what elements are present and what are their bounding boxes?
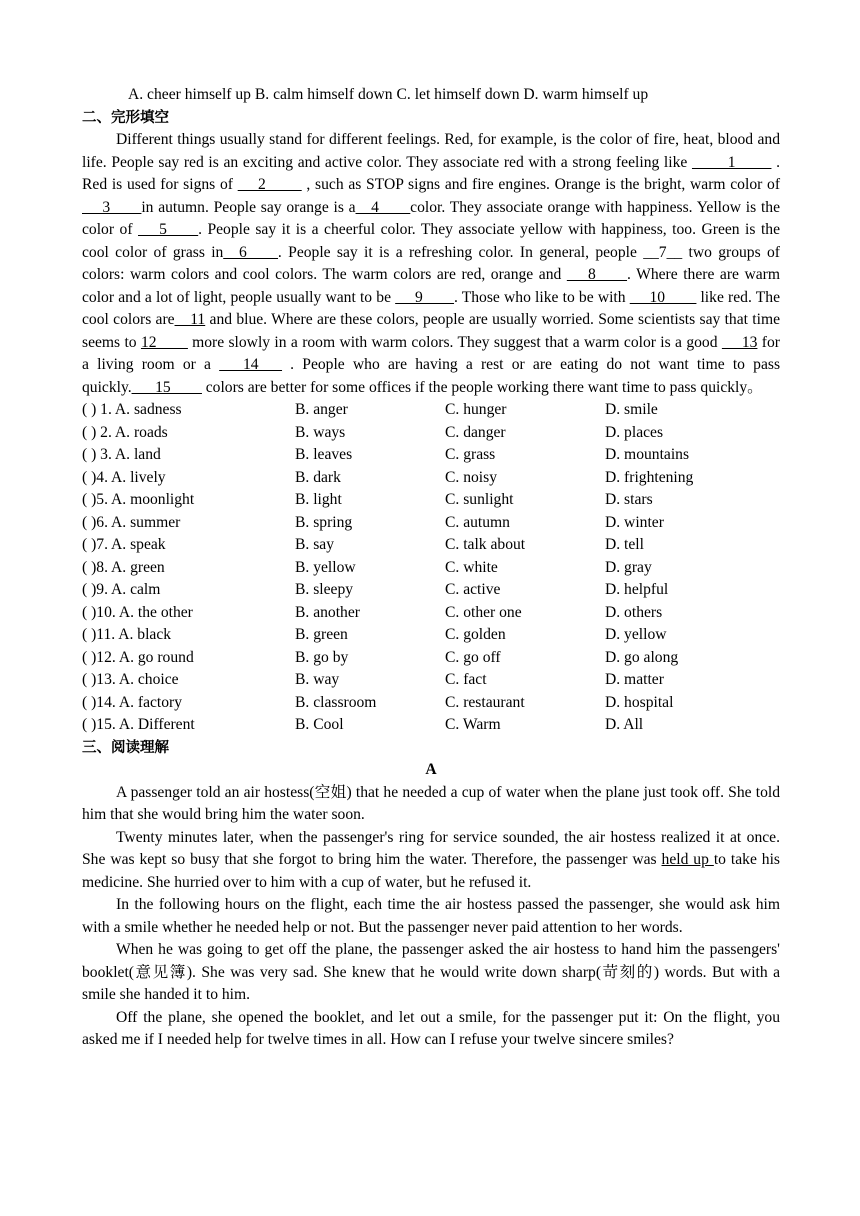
option-b: B. way [295, 671, 340, 688]
option-d: D. helpful [605, 581, 669, 598]
option-d: D. frightening [605, 468, 694, 486]
blank-10: __10____ [629, 288, 697, 306]
option-d: D. winter [605, 513, 664, 531]
option-c: C. restaurant [445, 693, 525, 711]
passage-label: A [425, 761, 437, 778]
passage-text: colors are better for some offices if the people working there want time to pass quickly。 [201, 378, 763, 396]
question-number-option-a: ( )12. A. go round [82, 648, 194, 666]
blank-14: __14___ [219, 356, 282, 373]
option-d: D. All [605, 716, 644, 733]
cloze-choices-table [82, 399, 780, 737]
blank-1: ____1____ [691, 153, 772, 171]
question-number-option-a: ( )5. A. moonlight [82, 491, 195, 508]
option-b: B. light [295, 491, 342, 508]
question-row [82, 444, 780, 467]
question-number-option-a: ( )4. A. lively [82, 468, 166, 486]
exam-page [82, 84, 780, 1052]
option-d: D. matter [605, 671, 664, 688]
question-row [82, 602, 780, 625]
option-b: B. Cool [295, 716, 344, 733]
option-d: D. yellow [605, 626, 667, 643]
blank-6: __6____ [223, 243, 278, 261]
option-c: C. talk about [445, 536, 526, 553]
question-row [82, 489, 780, 512]
option-c: C. fact [445, 671, 487, 688]
question-number-option-a: ( )14. A. factory [82, 693, 183, 711]
option-c: C. go off [445, 648, 501, 666]
option-c: C. Warm [445, 716, 501, 733]
option-b: B. ways [295, 423, 346, 441]
option-b: B. another [295, 603, 360, 621]
question-row [82, 692, 780, 715]
option-b: B. green [295, 626, 348, 643]
section-heading-reading: 三、阅读理解 [82, 739, 169, 756]
option-d: D. hospital [605, 693, 674, 711]
blank-3: __3____ [82, 198, 142, 216]
passage-text: . People who are having a rest or are eating do not want time to pass quickly. [82, 356, 781, 396]
option-c: C. active [445, 581, 501, 598]
blank-11: __11 [174, 311, 206, 328]
blank-4: __4____ [355, 198, 411, 216]
option-d: D. stars [605, 491, 653, 508]
question-row [82, 557, 780, 580]
passage-text: . Red is used for signs of [82, 153, 781, 193]
option-c: C. hunger [445, 401, 507, 418]
option-b: B. classroom [295, 693, 377, 711]
passage-text: , such as STOP signs and fire engines. Orange is the bright, warm color of [301, 176, 781, 193]
question-number-option-a: ( ) 1. A. sadness [82, 401, 182, 418]
blank-13: __13 [721, 333, 758, 351]
reading-paragraph-1: A passenger told an air hostess(空姐) that he needed a cup of water when the plane just took off. She told him that she would bring him the water soon. [82, 783, 780, 823]
option-d: D. others [605, 603, 663, 621]
question-row [82, 714, 780, 737]
option-c: C. autumn [445, 513, 510, 531]
option-b: B. leaves [295, 446, 353, 463]
question-number-option-a: ( )15. A. Different [82, 716, 195, 733]
passage-text: . Where there are warm color and a lot of light, people usually want to be [82, 266, 780, 306]
option-b: B. dark [295, 468, 341, 486]
option-d: D. mountains [605, 446, 690, 463]
paragraph-text: to take his medicine. She hurried over to him with a cup of water, but he refused it. [82, 851, 780, 891]
passage-text: like red. The cool colors are [82, 288, 780, 328]
option-b: B. say [295, 536, 334, 553]
option-c: C. white [445, 558, 498, 576]
option-d: D. tell [605, 536, 644, 553]
option-c: C. noisy [445, 468, 497, 486]
blank-9: __9____ [395, 288, 454, 306]
section-heading-cloze: 二、完形填空 [82, 109, 169, 126]
question-number-option-a: ( )13. A. choice [82, 671, 179, 688]
question-number-option-a: ( )9. A. calm [82, 581, 161, 598]
question-row [82, 399, 780, 422]
question-row [82, 647, 780, 670]
option-c: C. danger [445, 423, 506, 441]
option-c: C. grass [445, 446, 496, 463]
passage-text: color. They associate orange with happiness. Yellow is the color of [82, 198, 780, 238]
passage-text: . People say it is a refreshing color. In general, people __7__ two groups of colors: warm colors and cool colors. The warm colors are red, orange and [82, 243, 780, 283]
reading-paragraph-2 [82, 827, 780, 895]
blank-5: __5____ [138, 221, 199, 238]
question-number-option-a: ( ) 2. A. roads [82, 423, 168, 441]
passage-text: for a living room or a [82, 333, 780, 373]
question-number-option-a: ( )6. A. summer [82, 513, 181, 531]
question-number-option-a: ( )10. A. the other [82, 603, 193, 621]
reading-paragraph-3: In the following hours on the flight, each time the air hostess passed the passenger, she would ask him with a smile whether he needed help or not. But the passenger never paid attention to her words. [82, 896, 780, 936]
underlined-phrase: held up [661, 851, 714, 868]
reading-paragraph-5: Off the plane, she opened the booklet, and let out a smile, for the passenger put it: On the flight, you asked me if I needed help for twelve times in all. How can I refuse your twelve sincere smiles? [82, 1008, 780, 1048]
previous-question-options: A. cheer himself up B. calm himself down C. let himself down D. warm himself up [128, 86, 649, 103]
option-c: C. sunlight [445, 491, 514, 508]
option-d: D. smile [605, 401, 658, 418]
question-row [82, 624, 780, 647]
blank-8: __8____ [566, 266, 627, 283]
blank-15: ___15____ [131, 378, 202, 396]
question-row [82, 534, 780, 557]
blank-2: __2____ [237, 176, 302, 193]
option-b: B. spring [295, 513, 353, 531]
option-d: D. places [605, 423, 664, 441]
reading-paragraph-4: When he was going to get off the plane, the passenger asked the air hostess to hand him the passengers' booklet(意见簿). She was very sad. She knew that he would write down sharp(苛刻的) words. But with a smile she handed it to him. [82, 941, 780, 1003]
option-d: D. go along [605, 648, 679, 666]
option-b: B. sleepy [295, 581, 354, 598]
passage-text: and blue. Where are these colors, people are usually worried. Some scientists say that time seems to [82, 311, 780, 351]
question-number-option-a: ( )7. A. speak [82, 536, 166, 553]
paragraph-text: Twenty minutes later, when the passenger's ring for service sounded, the air hostess realized it at once. She was kept so busy that she forgot to bring him the water. Therefore, the passenger was [82, 828, 780, 868]
option-c: C. golden [445, 626, 506, 643]
question-row [82, 467, 780, 490]
question-number-option-a: ( ) 3. A. land [82, 446, 161, 463]
passage-text: more slowly in a room with warm colors. They suggest that a warm color is a good [187, 333, 722, 351]
option-b: B. go by [295, 648, 349, 666]
question-number-option-a: ( )11. A. black [82, 626, 172, 643]
question-row [82, 422, 780, 445]
passage-text: Different things usually stand for different feelings. Red, for example, is the color of fire, heat, blood and life. People say red is an exciting and active color. They associate red with a strong feeling like [82, 131, 780, 171]
option-c: C. other one [445, 603, 522, 621]
cloze-passage [82, 129, 780, 399]
passage-text: in autumn. People say orange is a [141, 198, 356, 216]
passage-text: . People say it is a cheerful color. They associate yellow with happiness, too. Green is the cool color of grass in [82, 221, 780, 261]
question-number-option-a: ( )8. A. green [82, 558, 165, 576]
passage-text: . Those who like to be with [453, 288, 630, 306]
option-b: B. yellow [295, 558, 356, 576]
question-row [82, 579, 780, 602]
option-b: B. anger [295, 401, 348, 418]
question-row [82, 669, 780, 692]
question-row [82, 512, 780, 535]
option-d: D. gray [605, 558, 652, 576]
blank-12: 12____ [140, 333, 188, 351]
